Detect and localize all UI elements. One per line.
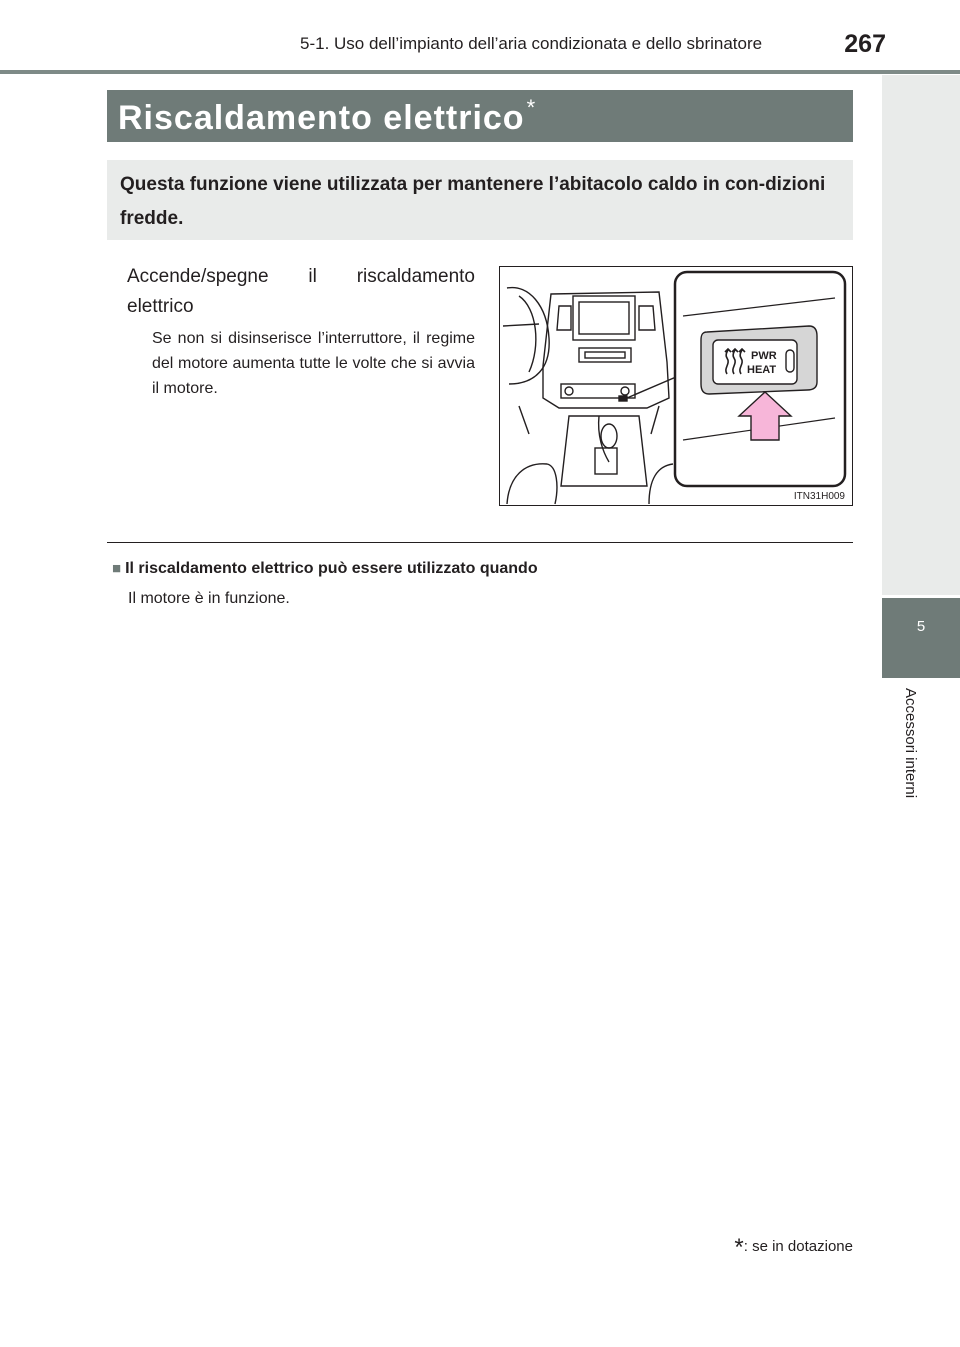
footnote-text: : se in dotazione [743, 1238, 853, 1255]
square-bullet-icon: ■ [112, 560, 122, 577]
description-note: Se non si disinserisce l’interruttore, il regime del motore aumenta tutte le volte che si avvia il motore. [152, 330, 475, 397]
info-heading-text: Il riscaldamento elettrico può essere utilizzato quando [125, 560, 538, 577]
button-label-pwr: PWR [751, 350, 777, 362]
info-heading [112, 560, 538, 578]
footnote-asterisk: * [734, 1234, 744, 1261]
side-tab-background [882, 75, 960, 595]
section-divider [107, 542, 853, 543]
dashboard-illustration [499, 266, 853, 506]
title-asterisk: * [526, 95, 537, 120]
page-number: 267 [844, 30, 886, 58]
page-title [118, 95, 536, 138]
info-body: Il motore è in funzione. [128, 590, 290, 607]
page-title-text: Riscaldamento elettrico [118, 99, 525, 137]
figure-code: ITN31H009 [793, 491, 845, 502]
indicator-light [786, 350, 794, 372]
footnote [734, 1234, 853, 1262]
button-label-heat: HEAT [747, 364, 777, 376]
chapter-tab-number: 5 [916, 618, 926, 635]
chapter-heading: 5-1. Uso dell’impianto dell’aria condizionata e dello sbrinatore [300, 34, 763, 53]
header-rule [0, 70, 960, 74]
intro-text: Questa funzione viene utilizzata per mantenere l’abitacolo caldo in con-dizioni fredde. [120, 174, 826, 229]
pwr-heat-button [713, 340, 797, 384]
chapter-tab-label: Accessori interni [902, 688, 919, 799]
chapter-tab [882, 598, 960, 678]
description-main: Accende/spegne il riscaldamento elettrico [127, 266, 475, 317]
